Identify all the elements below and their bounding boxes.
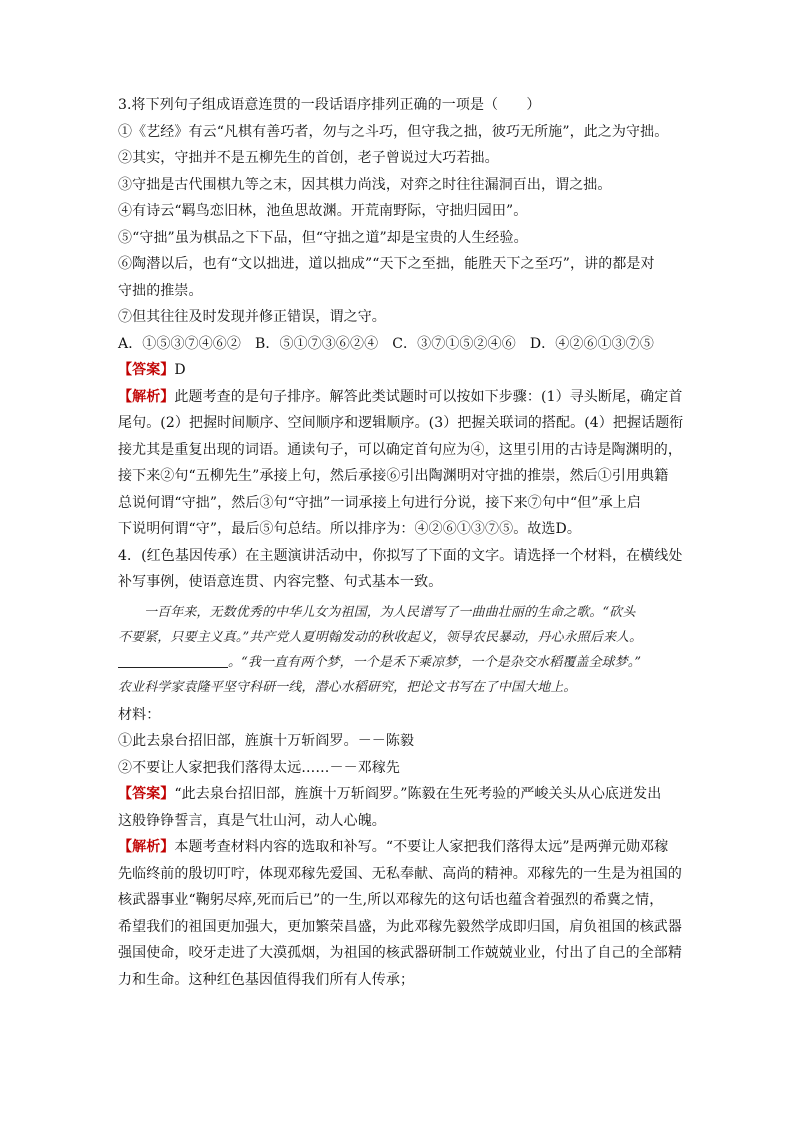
passage-line-2: 不要紧，只要主义真。”共产党人夏明翰发动的秋收起义，领导农民暴动，丹心永照后来人。	[118, 629, 643, 645]
q4-analysis-line-3: 核武器事业“鞠躬尽瘁,死而后已”的一生,所以邓稼先的这句话也蕴含着强烈的希冀之情，	[118, 892, 664, 908]
q4-passage	[118, 600, 688, 700]
answer-tag: 【答案】	[118, 362, 175, 378]
q4-material-1: ①此去泉台招旧部，旌旗十万斩阎罗。－－陈毅	[118, 733, 415, 749]
fill-in-blank[interactable]	[118, 651, 228, 668]
passage-line-3	[118, 650, 688, 675]
q4-analysis-line-4: 希望我们的祖国更加强大，更加繁荣昌盛，为此邓稼先毅然学成即归国，肩负祖国的核武器	[118, 918, 682, 935]
q3-sentence-7: ⑦但其往往及时发现并修正错误，谓之守。	[118, 309, 386, 325]
q3-sentence-6-cont: 守拙的推崇。	[118, 282, 203, 299]
q3-analysis-line-5: 总说何谓“守拙”，然后③句“守拙”一词承接上句进行分说，接下来⑦句中“但”承上启	[118, 494, 641, 511]
q4-analysis-line-1	[118, 834, 688, 861]
q3-sentence-6: ⑥陶潜以后，也有“文以拙进，道以拙成”“天下之至拙，能胜天下之至巧”，讲的都是对	[118, 256, 655, 272]
q4-analysis-text-1: 本题考查材料内容的选取和补写。“不要让人家把我们落得太远”是两弹元勋邓稼	[174, 839, 669, 855]
q3-sentence-2: ②其实，守拙并不是五柳先生的首创，老子曾说过大巧若拙。	[118, 150, 499, 166]
q4-answer-line-2: 这般铮铮誓言，真是气壮山河，动人心魄。	[118, 812, 386, 829]
q3-sentence-4: ④有诗云“羁鸟恋旧林，池鱼思故渊。开荒南野际，守拙归园田”。	[118, 203, 528, 219]
q4-answer-line-1	[118, 781, 688, 808]
q4-analysis-line-2: 先临终前的殷切叮咛，体现邓稼先爱国、无私奉献、高尚的精神。邓稼先的一生是为祖国的	[118, 865, 682, 882]
q3-options	[118, 331, 688, 358]
q3-answer-text: D	[174, 362, 186, 378]
q4-material-2: ②不要让人家把我们落得太远……－－邓稼先	[118, 759, 400, 776]
q4-answer-text-1: “此去泉台招旧部，旌旗十万斩阎罗。”陈毅在生死考验的严峻关头从心底迸发出	[174, 786, 662, 802]
q4-analysis-line-5: 强国使命，咬牙走进了大漠孤烟，为祖国的核武器研制工作兢兢业业，付出了自己的全部精	[118, 945, 682, 961]
passage-line-1	[118, 600, 688, 625]
q3-sentence-5: ⑤“守拙”虽为棋品之下下品，但“守拙之道”却是宝贵的人生经验。	[118, 229, 528, 246]
q3-option-b: B．⑤①⑦③⑥②④	[255, 335, 379, 352]
question-4-stem: 4．(红色基因传承）在主题演讲活动中，你拟写了下面的文字。请选择一个材料，在横线处	[118, 547, 683, 564]
q3-analysis-line-1	[118, 384, 688, 411]
q3-answer	[118, 357, 688, 384]
q4-analysis-line-6: 力和生命。这种红色基因值得我们所有人传承；	[118, 971, 415, 988]
q3-option-d: D．④②⑥①③⑦⑤	[529, 335, 654, 352]
answer-tag: 【答案】	[118, 786, 175, 802]
q3-sentence-3: ③守拙是古代围棋九等之末，因其棋力尚浅，对弈之时往往漏洞百出，谓之拙。	[118, 176, 612, 193]
q4-material-label: 材料：	[118, 706, 161, 723]
q3-option-a: A．①⑤③⑦④⑥②	[118, 335, 242, 352]
q3-analysis-line-3: 接尤其是重复出现的词语。通读句子，可以确定首句应为④，这里引用的古诗是陶渊明的，	[118, 441, 682, 458]
passage-text-3: 。“我一直有两个梦，一个是禾下乘凉梦，一个是杂交水稻覆盖全球梦。”	[228, 654, 642, 670]
q3-analysis-line-6: 下说明何谓“守”，最后⑤句总结。所以排序为：④②⑥①③⑦⑤。故选D。	[118, 521, 581, 537]
q3-analysis-text-1: 此题考查的是句子排序。解答此类试题时可以按如下步骤：(1）寻头断尾，确定首	[174, 388, 683, 405]
q3-option-c: C．③⑦①⑤②④⑥	[392, 335, 516, 352]
question-3-stem: 3.将下列句子组成语意连贯的一段话语序排列正确的一项是（ ）	[118, 97, 541, 113]
passage-line-4: 农业科学家袁隆平坚守科研一线，潜心水稻研究，把论文书写在了中国大地上。	[118, 679, 577, 695]
passage-text-1: 一百年来，无数优秀的中华儿女为祖国，为人民谱写了一曲曲壮丽的生命之歌。“砍头	[144, 604, 636, 620]
q3-analysis-line-4: 接下来②句“五柳先生”承接上句，然后承接⑥引出陶渊明对守拙的推崇，然后①引用典籍	[118, 468, 669, 484]
q3-analysis-line-2: 尾句。(2）把握时间顺序、空间顺序和逻辑顺序。(3）把握关联词的搭配。(4）把握话题衔	[118, 415, 684, 431]
question-4-stem-cont: 补写事例，使语意连贯、内容完整、句式基本一致。	[118, 574, 443, 590]
document-content	[118, 92, 688, 993]
analysis-tag: 【解析】	[118, 839, 175, 855]
analysis-tag: 【解析】	[118, 388, 175, 405]
q3-sentence-1: ①《艺经》有云“凡棋有善巧者，勿与之斗巧，但守我之拙，彼巧无所施”，此之为守拙。	[118, 123, 669, 140]
